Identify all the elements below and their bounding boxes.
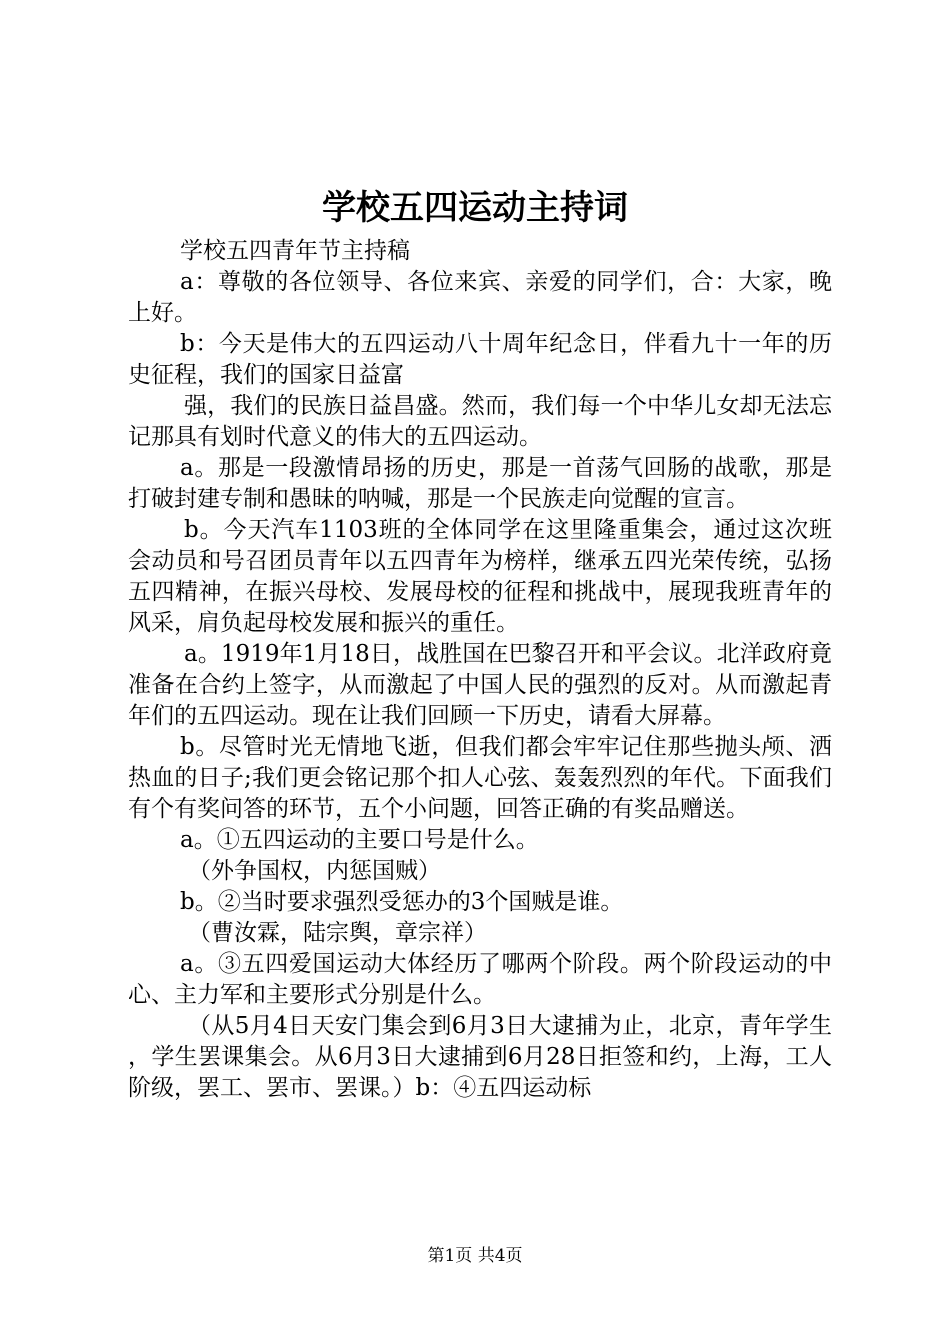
paragraph: b。尽管时光无情地飞逝，但我们都会牢牢记住那些抛头颅、洒热血的日子;我们更会铭记那个扣人心弦、轰轰烈烈的年代。下面我们有个有奖问答的环节，五个小问题，回答正确的有奖品赠送。 [128,734,832,822]
document-body [128,236,832,1104]
subtitle-paragraph: 学校五四青年节主持稿 [180,238,410,264]
paragraph: b：今天是伟大的五四运动八十周年纪念日，伴看九十一年的历史征程，我们的国家日益富 [128,331,832,388]
paragraph: a。那是一段激情昂扬的历史，那是一首荡气回肠的战歌，那是打破封建专制和愚昧的呐喊，那是一个民族走向觉醒的宣言。 [128,455,832,512]
paragraph: a。1919年1月18日，战胜国在巴黎召开和平会议。北洋政府竟准备在合约上签字，从而激起了中国人民的强烈的反对。从而激起青年们的五四运动。现在让我们回顾一下历史，请看大屏幕。 [128,641,832,729]
page-number-footer: 第1页 共4页 [427,1246,523,1266]
answer-paragraph: （外争国权，内惩国贼） [188,858,441,884]
question-paragraph: a。③五四爱国运动大体经历了哪两个阶段。两个阶段运动的中心、主力军和主要形式分别是什么。 [128,951,832,1008]
question-paragraph: b。②当时要求强烈受惩办的3个国贼是谁。 [180,889,624,915]
answer-paragraph: （从5月4日天安门集会到6月3日大逮捕为止，北京，青年学生，学生罢课集会。从6月3日大逮捕到6月28日拒签和约，上海，工人阶级，罢工、罢市、罢课。）b：④五四运动标 [128,1013,832,1101]
paragraph: b。今天汽车1103班的全体同学在这里隆重集会，通过这次班会动员和号召团员青年以五四青年为榜样，继承五四光荣传统，弘扬五四精神，在振兴母校、发展母校的征程和挑战中，展现我班青年的风采，肩负起母校发展和振兴的重任。 [128,517,832,636]
document-title: 学校五四运动主持词 [322,188,628,228]
answer-paragraph: （曹汝霖，陆宗舆，章宗祥） [188,920,487,946]
paragraph: 强，我们的民族日益昌盛。然而，我们每一个中华儿女却无法忘记那具有划时代意义的伟大的五四运动。 [128,393,832,450]
paragraph: a：尊敬的各位领导、各位来宾、亲爱的同学们，合：大家，晚上好。 [128,269,832,326]
question-paragraph: a。①五四运动的主要口号是什么。 [180,827,539,853]
